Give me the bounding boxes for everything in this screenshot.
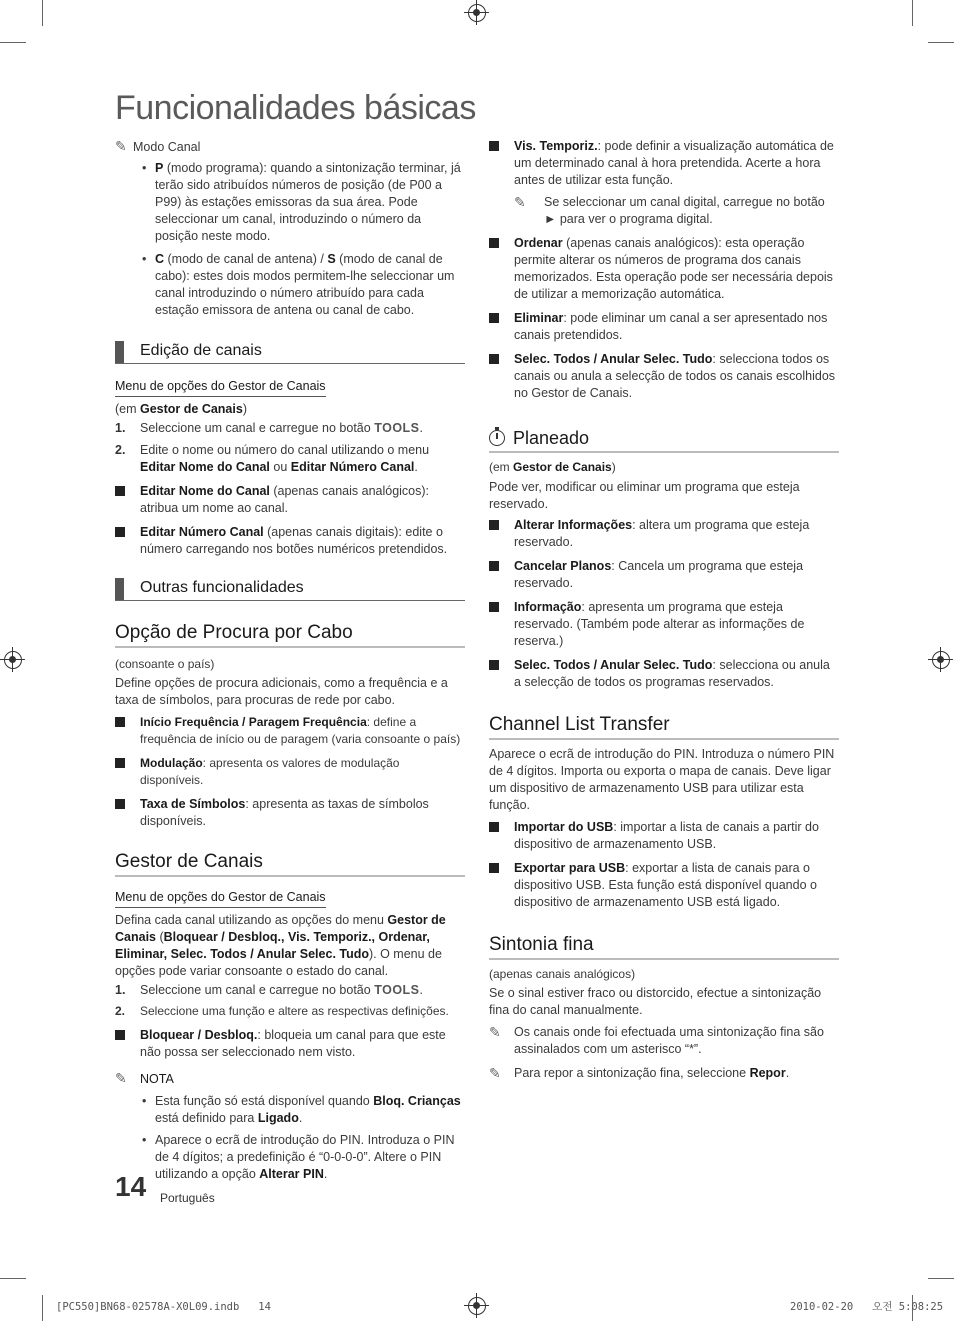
crop-mark bbox=[912, 0, 913, 26]
square-bullet-icon bbox=[489, 141, 499, 151]
section-heading-sintonia: Sintonia fina bbox=[489, 933, 839, 960]
list-item: Selec. Todos / Anular Selec. Tudo: selecciona todos os canais ou anula a selecção de todos os canais escolhidos no Gestor de Canais. bbox=[489, 351, 839, 402]
note: ✎ Modo Canal bbox=[115, 138, 201, 154]
list-item: Alterar Informações: altera um programa que esteja reservado. bbox=[489, 517, 839, 551]
context-note: (apenas canais analógicos) bbox=[489, 967, 636, 981]
square-bullet-icon bbox=[115, 799, 125, 809]
paragraph: Se o sinal estiver fraco ou distorcido, efectue a sintonização fina do canal manualmente. bbox=[489, 986, 822, 1017]
note: ✎ Os canais onde foi efectuada uma sintonização fina são assinalados com um asterisco “*”. bbox=[489, 1024, 824, 1056]
step: 2. Seleccione uma função e altere as respectivas definições. bbox=[115, 1004, 449, 1018]
dot-bullet-icon: • bbox=[142, 1094, 147, 1108]
list-item: Início Frequência / Paragem Frequência: define a frequência de início ou de paragem (varia consoante o país) bbox=[115, 714, 465, 748]
section-heading-edicao: Edição de canais bbox=[115, 341, 465, 364]
menu-label: Menu de opções do Gestor de Canais bbox=[115, 889, 326, 908]
dot-bullet-icon: • bbox=[142, 161, 147, 175]
list-item: Informação: apresenta um programa que esteja reservado. (Também pode alterar as informações de reserva.) bbox=[489, 599, 839, 650]
list-item: Editar Número Canal (apenas canais digitais): edite o número carregando nos botões numéricos pretendidos. bbox=[115, 524, 465, 558]
language-label: Português bbox=[160, 1191, 215, 1205]
note: ✎ NOTA bbox=[115, 1070, 174, 1086]
context-note: (consoante o país) bbox=[115, 657, 215, 671]
pencil-icon: ✎ bbox=[489, 1065, 501, 1081]
dot-bullet-icon: • bbox=[142, 1133, 147, 1147]
list-item: Bloquear / Desbloq.: bloqueia um canal para que este não possa ser seleccionado nem visto. bbox=[115, 1027, 465, 1061]
crop-mark bbox=[928, 42, 954, 43]
file-info: [PC550]BN68-02578A-X0L09.indb 14 bbox=[56, 1301, 271, 1313]
list-item: Exportar para USB: exportar a lista de canais para o dispositivo USB. Esta função está disponível quando o dispositivo de armazenamento USB está ligado. bbox=[489, 860, 839, 911]
pencil-icon: ✎ bbox=[489, 1024, 501, 1040]
square-bullet-icon bbox=[115, 1030, 125, 1040]
page-title: Funcionalidades básicas bbox=[115, 89, 476, 127]
registration-mark-icon bbox=[4, 651, 22, 669]
square-bullet-icon bbox=[115, 527, 125, 537]
crop-mark bbox=[42, 1295, 43, 1321]
crop-mark bbox=[42, 0, 43, 26]
heading-bar bbox=[115, 578, 124, 600]
square-bullet-icon bbox=[489, 313, 499, 323]
list-item: • Esta função só está disponível quando Bloq. Crianças está definido para Ligado. bbox=[142, 1094, 461, 1125]
clock-icon bbox=[489, 430, 505, 446]
paragraph: Pode ver, modificar ou eliminar um programa que esteja reservado. bbox=[489, 480, 800, 511]
square-bullet-icon bbox=[489, 520, 499, 530]
menu-label: Menu de opções do Gestor de Canais bbox=[115, 378, 326, 397]
square-bullet-icon bbox=[115, 758, 125, 768]
list-item: Ordenar (apenas canais analógicos): esta operação permite alterar os números de programa dos canais memorizados. Esta operação pode ser necessária depois de utilizar a memorização automática. bbox=[489, 235, 839, 303]
registration-mark-icon bbox=[468, 1297, 486, 1315]
page-number: 14 bbox=[115, 1171, 147, 1202]
crop-mark bbox=[0, 42, 26, 43]
section-heading-outras: Outras funcionalidades bbox=[115, 578, 465, 601]
right-column bbox=[489, 138, 839, 1082]
list-item: Eliminar: pode eliminar um canal a ser apresentado nos canais pretendidos. bbox=[489, 310, 839, 344]
list-item: Vis. Temporiz.: pode definir a visualização automática de um determinado canal à hora pretendida. Acerte a hora antes de utilizar esta função. bbox=[489, 138, 839, 189]
crop-mark bbox=[0, 1278, 26, 1279]
heading-bar bbox=[115, 341, 124, 363]
context-note: (em Gestor de Canais) bbox=[489, 460, 616, 474]
step: 1. Seleccione um canal e carregue no botão TOOLS. bbox=[115, 421, 424, 435]
paragraph: Defina cada canal utilizando as opções do menu Gestor de Canais (Bloquear / Desbloq., Vis. Temporiz., Ordenar, Eliminar, Selec. Todos / Anular Selec. Tudo). O menu de opções pode variar consoante o estado do canal. bbox=[115, 913, 446, 978]
pencil-icon: ✎ bbox=[115, 1070, 127, 1086]
list-item: Cancelar Planos: Cancela um programa que esteja reservado. bbox=[489, 558, 839, 592]
square-bullet-icon bbox=[489, 238, 499, 248]
square-bullet-icon bbox=[489, 602, 499, 612]
square-bullet-icon bbox=[489, 354, 499, 364]
section-heading-planeado: Planeado bbox=[489, 426, 839, 453]
section-heading-gestor: Gestor de Canais bbox=[115, 850, 465, 877]
step: 1. Seleccione um canal e carregue no botão TOOLS. bbox=[115, 983, 424, 997]
list-item: Modulação: apresenta os valores de modulação disponíveis. bbox=[115, 755, 465, 789]
left-column bbox=[115, 138, 465, 1183]
registration-mark-icon bbox=[932, 651, 950, 669]
step: 2. Edite o nome ou número do canal utilizando o menu Editar Nome do Canal ou Editar Número Canal. bbox=[115, 443, 430, 474]
pencil-icon: ✎ bbox=[514, 194, 526, 210]
list-item: Editar Nome do Canal (apenas canais analógicos): atribua um nome ao canal. bbox=[115, 483, 465, 517]
note: ✎ Se seleccionar um canal digital, carregue no botão ► para ver o programa digital. bbox=[514, 194, 825, 226]
paragraph: Aparece o ecrã de introdução do PIN. Introduza o número PIN de 4 dígitos. Importa ou exporta o mapa de canais. Deve ligar um dispositivo de armazenamento USB para utilizar esta função. bbox=[489, 747, 835, 812]
section-heading-channel-list-transfer: Channel List Transfer bbox=[489, 713, 839, 740]
crop-mark bbox=[928, 1278, 954, 1279]
list-item: • C (modo de canal de antena) / S (modo de canal de cabo): estes dois modos permitem-lhe seleccionar um canal introduzindo o número atribuído para cada estação emissora de antena ou canal de cabo. bbox=[142, 252, 455, 317]
square-bullet-icon bbox=[115, 717, 125, 727]
section-heading-opcao: Opção de Procura por Cabo bbox=[115, 621, 465, 648]
date-info: 2010-02-20 오전 5:08:25 bbox=[790, 1301, 944, 1313]
square-bullet-icon bbox=[489, 863, 499, 873]
list-item: Taxa de Símbolos: apresenta as taxas de símbolos disponíveis. bbox=[115, 796, 465, 830]
square-bullet-icon bbox=[489, 660, 499, 670]
list-item: Selec. Todos / Anular Selec. Tudo: selecciona ou anula a selecção de todos os programas reservados. bbox=[489, 657, 839, 691]
pencil-icon: ✎ bbox=[115, 138, 127, 154]
list-item: • P (modo programa): quando a sintonização terminar, já terão sido atribuídos números de posição (de P00 a P99) às estações emissoras da sua área. Pode seleccionar um canal, introduzindo o número da posição neste modo. bbox=[142, 161, 461, 243]
list-item: • Aparece o ecrã de introdução do PIN. Introduza o PIN de 4 dígitos; a predefinição é “0-0-0-0”. Altere o PIN utilizando a opção Alterar PIN. bbox=[142, 1133, 455, 1181]
dot-bullet-icon: • bbox=[142, 252, 147, 266]
list-item: Importar do USB: importar a lista de canais a partir do dispositivo de armazenamento USB. bbox=[489, 819, 839, 853]
square-bullet-icon bbox=[115, 486, 125, 496]
square-bullet-icon bbox=[489, 822, 499, 832]
note: ✎ Para repor a sintonização fina, seleccione Repor. bbox=[489, 1065, 790, 1081]
paragraph: Define opções de procura adicionais, como a frequência e a taxa de símbolos, para procuras de rede por cabo. bbox=[115, 676, 448, 707]
registration-mark-icon bbox=[468, 4, 486, 22]
context-note: (em Gestor de Canais) bbox=[115, 402, 247, 416]
square-bullet-icon bbox=[489, 561, 499, 571]
